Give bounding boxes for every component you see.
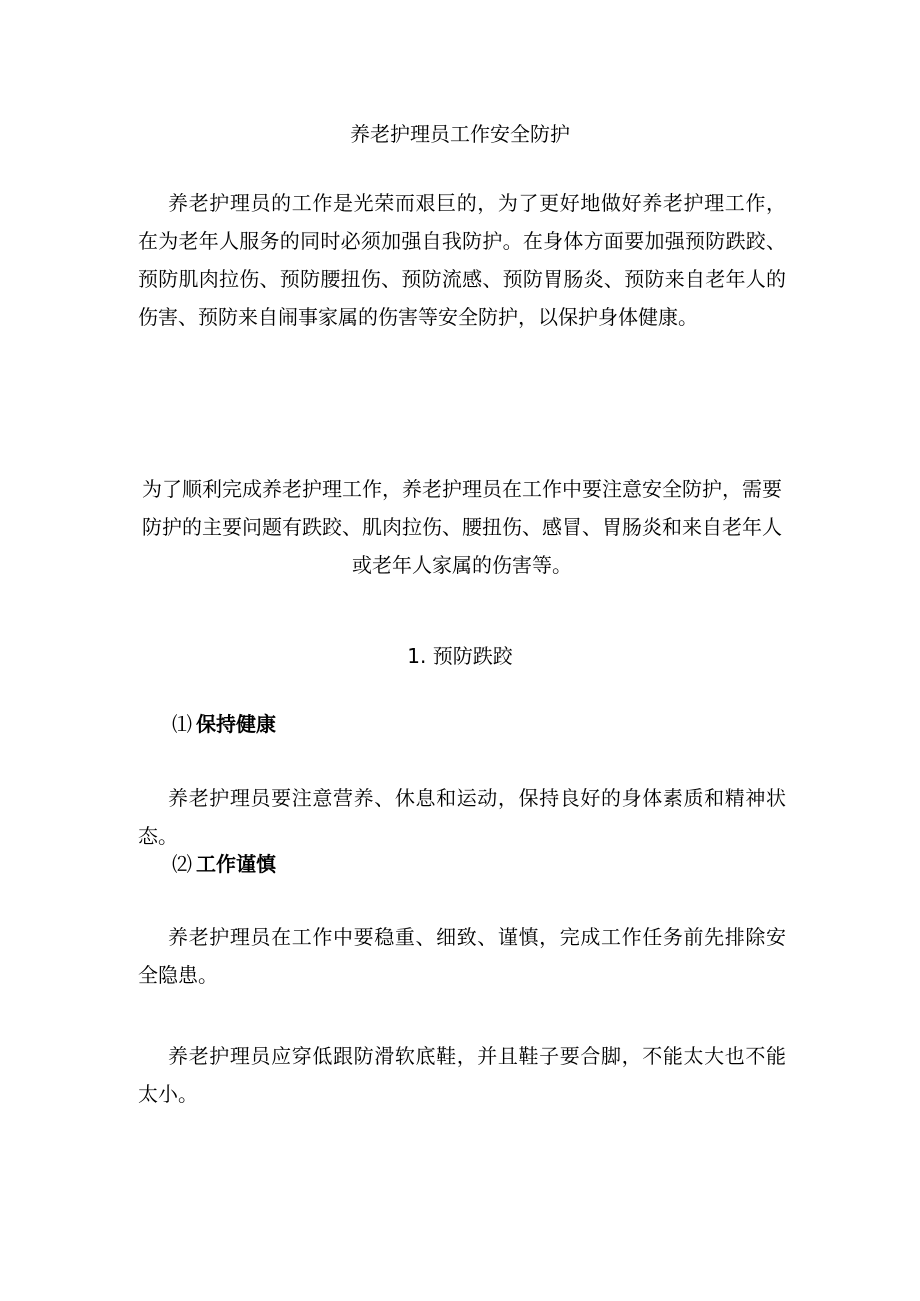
- summary-line: 或老年人家属的伤害等。: [352, 553, 572, 577]
- subheading-number: ⑵: [172, 852, 192, 876]
- document-title: 养老护理员工作安全防护: [350, 122, 570, 146]
- subheading-work-carefully: [172, 849, 276, 879]
- stay-healthy-paragraph: 养老护理员要注意营养、休息和运动，保持良好的身体素质和精神状态。: [138, 786, 786, 848]
- intro-paragraph: 养老护理员的工作是光荣而艰巨的，为了更好地做好养老护理工作，在为老年人服务的同时必须加强自我防护。在身体方面要加强预防跌跤、预防肌肉拉伤、预防腰扭伤、预防流感、预防胃肠炎、预防来自老年人的伤害、预防来自闹事家属的伤害等安全防护，以保护身体健康。: [138, 191, 786, 329]
- work-carefully-paragraph: 养老护理员在工作中要稳重、细致、谨慎，完成工作任务前先排除安全隐患。: [138, 925, 786, 987]
- subheading-title: 工作谨慎: [196, 852, 276, 876]
- subheading-stay-healthy: [172, 709, 276, 739]
- section-heading-fall-prevention: 1. 预防跌跤: [407, 644, 513, 668]
- subheading-title: 保持健康: [196, 712, 276, 736]
- summary-line: 防护的主要问题有跌跤、肌肉拉伤、腰扭伤、感冒、胃肠炎和来自老年人: [142, 515, 782, 539]
- summary-line: 为了顺利完成养老护理工作，养老护理员在工作中要注意安全防护，需要: [142, 477, 782, 501]
- shoes-paragraph: 养老护理员应穿低跟防滑软底鞋，并且鞋子要合脚，不能太大也不能太小。: [138, 1044, 786, 1106]
- subheading-number: ⑴: [172, 712, 192, 736]
- summary-paragraph: [138, 470, 786, 584]
